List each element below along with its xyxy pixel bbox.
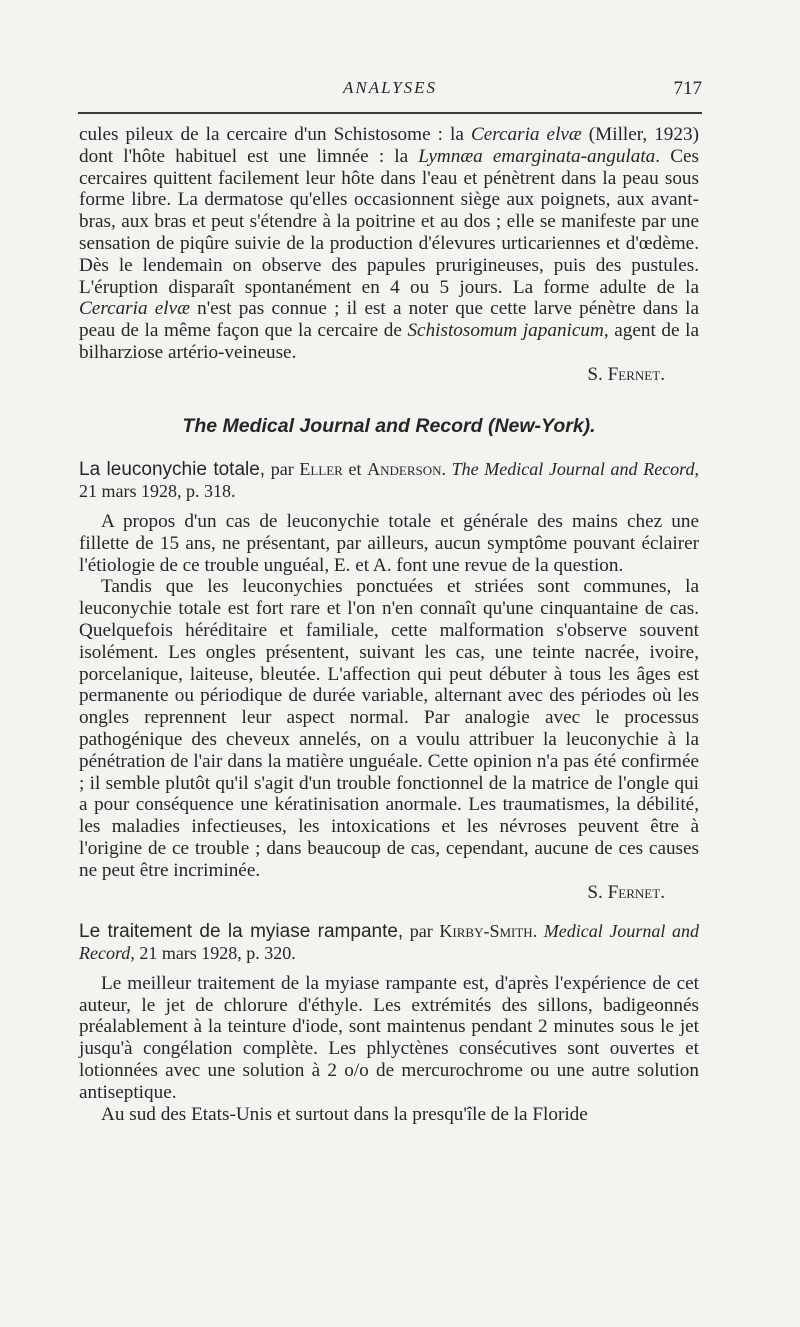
citation-details: , 21 mars 1928, p. 320.: [130, 943, 296, 964]
author-name: Kirby-Smith: [439, 921, 533, 942]
article-heading: Le traitement de la myiase rampante, par Kirby-Smith. Medical Journal and Record, 21 mars 1928, p. 320.: [79, 921, 699, 964]
citation-journal: Medical Journal and Record: [79, 921, 699, 964]
citation-journal: The Medical Journal and Record: [451, 459, 695, 480]
citation-details: , 21 mars 1928, p. 318.: [79, 459, 700, 502]
continued-paragraph: cules pileux de la cercaire d'un Schistosome : la Cercaria elvæ (Miller, 1923) dont l'hôte habituel est une limnée : la Lymnæa emarginata-angulata. Ces cercaires quittent facilement leur hôte dans l'eau et pénètrent dans la peau sous forme libre. La dermatose qu'elles occasionnent siège aux poignets, aux avant-bras, aux bras et peut s'étendre à la poitrine et au dos ; elle se manifeste par une sensation de piqûre suivie de la production d'élevures urticariennes et d'œdème. Dès le lendemain on observe des papules prurigineuses, puis des pustules. L'éruption disparaît spontanément en 4 ou 5 jours. La forme adulte de la Cercaria elvæ n'est pas connue ; il est a noter que cette larve pénètre dans la peau de la même façon que la cercaire de Schistosomum japanicum, agent de la bilharziose artério-veineuse.: [79, 124, 700, 363]
author-name: Eller: [299, 459, 343, 480]
article-leuconychie: [79, 459, 699, 903]
article-paragraph: Au sud des Etats-Unis et surtout dans la presqu'île de la Floride: [101, 1103, 588, 1125]
article-paragraph: Tandis que les leuconychies ponctuées et striées sont communes, la leuconychie totale est fort rare et l'on n'en connaît qu'une cinquantaine de cas. Quelquefois héréditaire et familiale, cette malformation s'observe souvent isolément. Les ongles présentent, suivant les cas, une teinte nacrée, ivoire, porcelanique, laiteuse, bleutée. L'affection qui peut débuter à tous les âges est permanente ou périodique de durée variable, alternant avec des périodes où les ongles reprennent leur aspect normal. Par analogie avec le processus pathogénique des cheveux annelés, on a voulu attribuer la leuconychie à la pénétration de l'air dans la matière unguéale. Cette opinion n'a pas été confirmée ; il semble plutôt qu'il s'agit d'un trouble fonctionnel de la matrice de l'ongle qui a pour conséquence une kératinisation anormale. Les traumatismes, la débilité, les maladies infectieuses, les intoxications et les névroses peuvent être à l'origine de ce trouble ; dans beaucoup de cas, cependant, aucune de ces causes ne peut être incriminée.: [79, 576, 699, 881]
article-heading: La leuconychie totale, par Eller et Anderson. The Medical Journal and Record, 21 mars 1928, p. 318.: [79, 459, 700, 502]
author-signature: S. Fernet.: [587, 363, 665, 385]
article-paragraph: Le meilleur traitement de la myiase rampante est, d'après l'expérience de cet auteur, le jet de chlorure d'éthyle. Les extrémités des sillons, badigeonnés préalablement à la teinture d'iode, sont maintenus pendant 2 minutes sous le jet jusqu'à congélation complète. Les phlyctènes consécutives sont ouvertes et lotionnées avec une solution à 2 o/o de mercurochrome ou une autre solution antiseptique.: [79, 972, 699, 1103]
article-myiase: [79, 921, 699, 1125]
page-body: [79, 124, 699, 1125]
page-header: [78, 74, 702, 114]
running-title: ANALYSES: [342, 78, 438, 97]
article-title: La leuconychie totale,: [79, 459, 266, 481]
journal-heading: The Medical Journal and Record (New-York).: [182, 414, 596, 437]
author-name: Anderson: [367, 459, 442, 480]
page-number: 717: [673, 78, 702, 99]
article-title: Le traitement de la myiase rampante,: [79, 921, 404, 943]
author-signature: S. Fernet.: [587, 881, 665, 903]
article-paragraph: A propos d'un cas de leuconychie totale et générale des mains chez une fillette de 15 ans, ne présentant, par ailleurs, aucun symptôme pouvant éclairer l'étiologie de ce trouble unguéal, E. et A. font une revue de la question.: [79, 510, 699, 576]
